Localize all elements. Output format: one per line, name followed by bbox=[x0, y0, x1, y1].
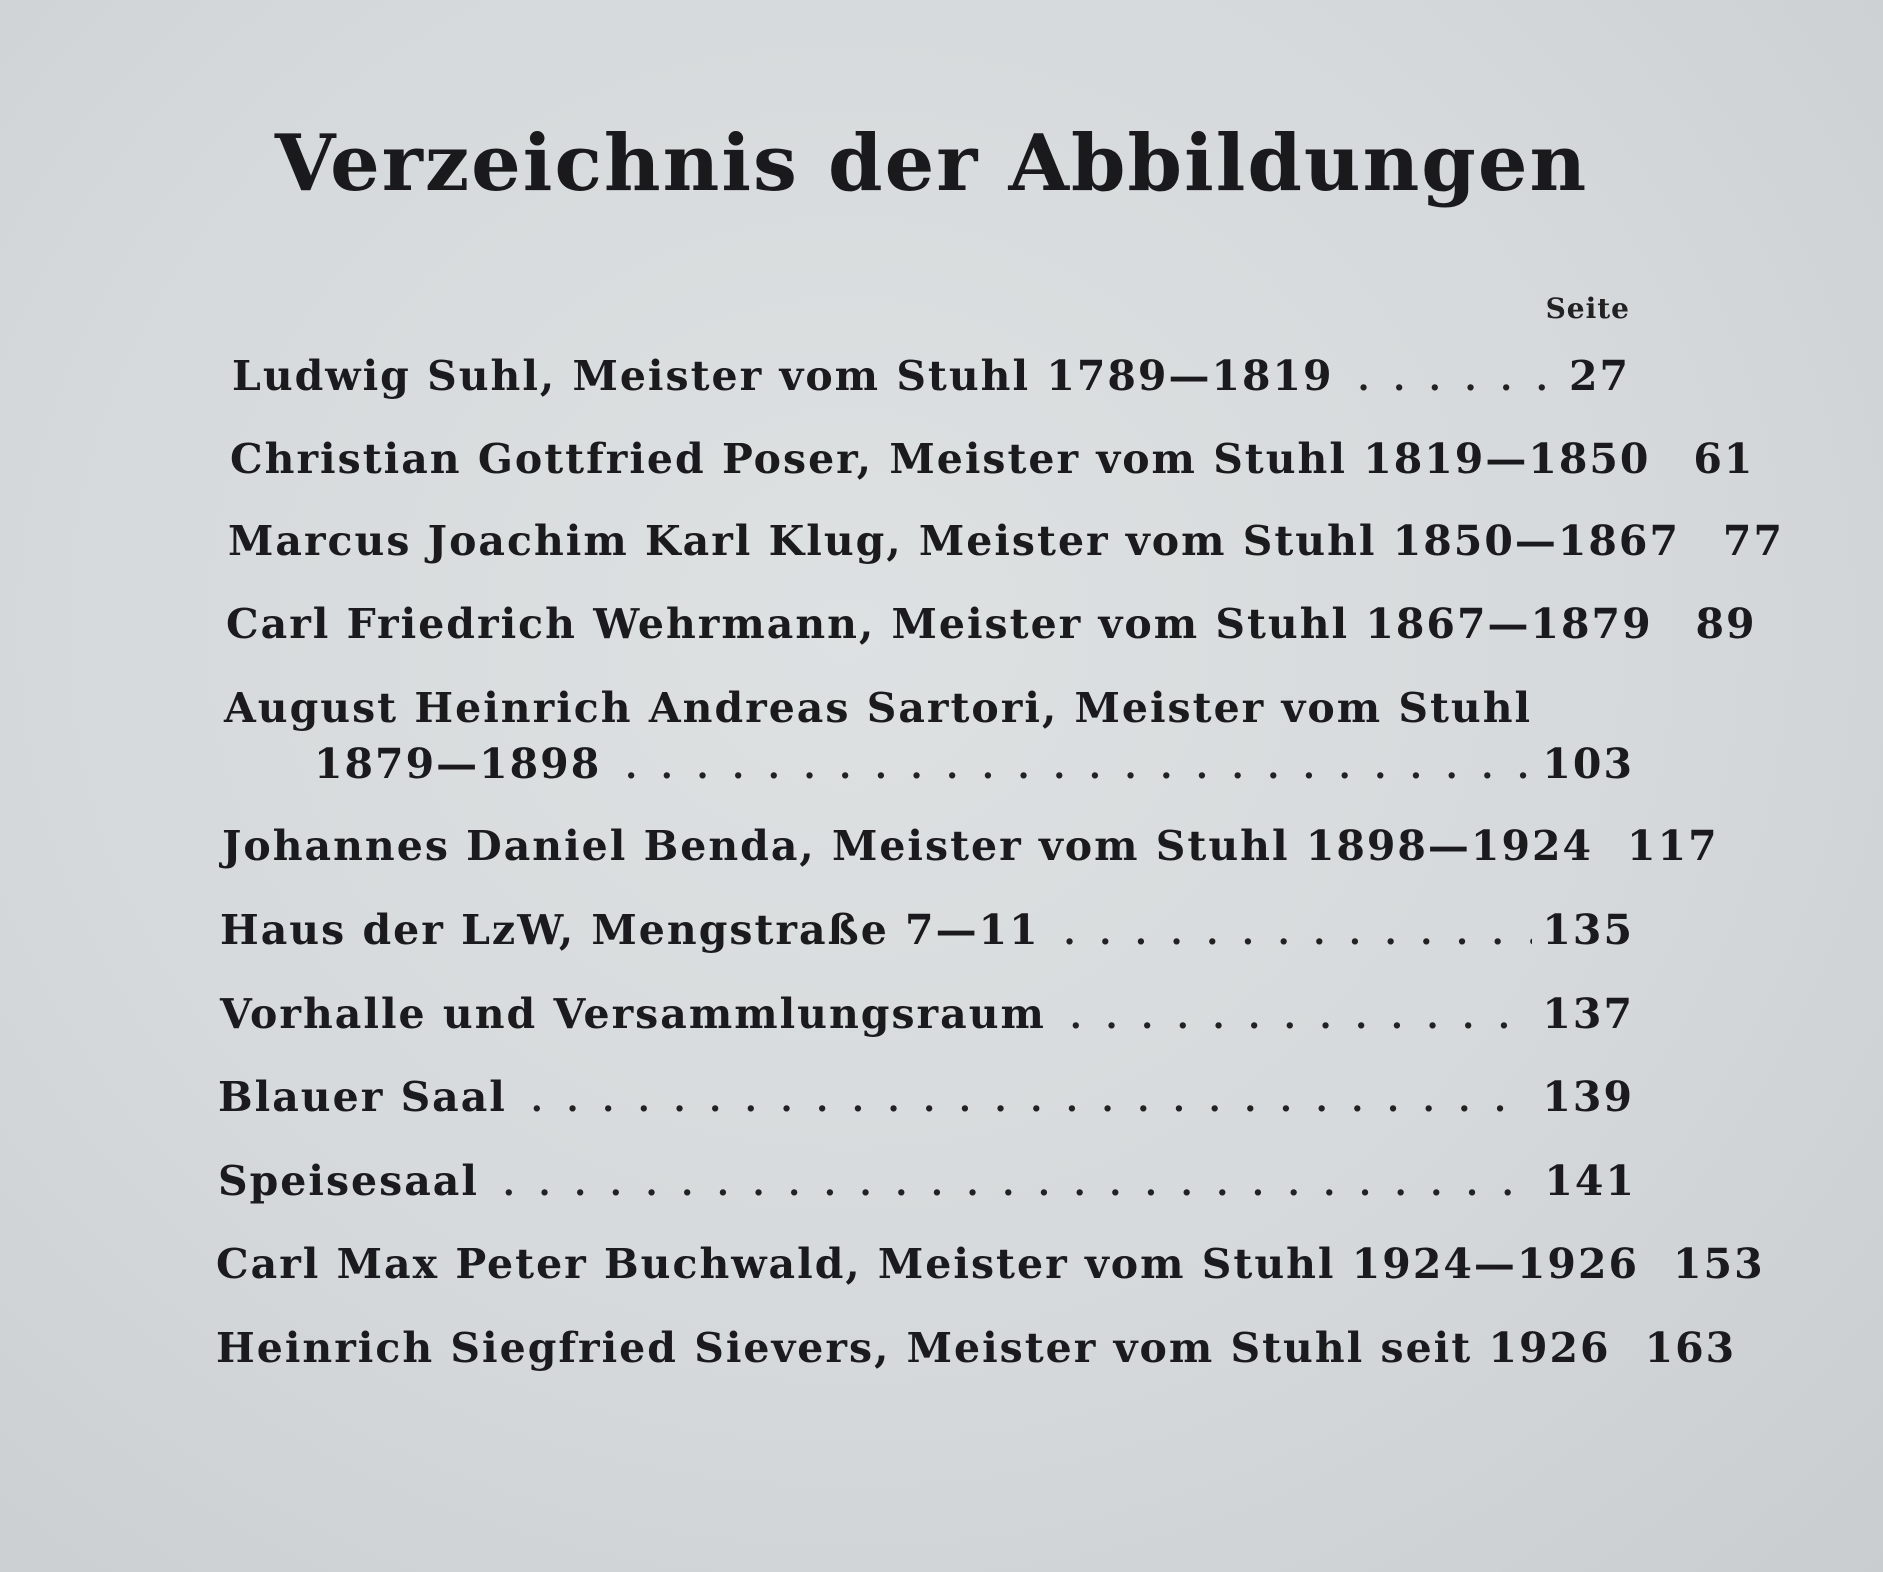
entry-page-number: 141 bbox=[1544, 1157, 1636, 1205]
list-item bbox=[216, 1324, 1737, 1372]
list-item bbox=[218, 1073, 1634, 1121]
entry-label: Marcus Joachim Karl Klug, Meister vom Stuhl 1850—1867 bbox=[228, 517, 1680, 565]
page-title: Verzeichnis der Abbildungen bbox=[274, 118, 1589, 209]
list-item bbox=[216, 1240, 1765, 1288]
list-item bbox=[220, 906, 1634, 954]
leader-dots bbox=[1070, 997, 1533, 1037]
list-item bbox=[220, 990, 1634, 1038]
entry-label: Speisesaal bbox=[218, 1157, 479, 1205]
entry-label: Haus der LzW, Mengstraße 7—11 bbox=[220, 906, 1040, 954]
entry-page-number: 137 bbox=[1542, 990, 1634, 1038]
entry-label: Johannes Daniel Benda, Meister vom Stuhl 1898—1924 bbox=[222, 822, 1594, 870]
leader-dots bbox=[531, 1080, 1533, 1120]
entry-page-number: 27 bbox=[1568, 352, 1630, 400]
entry-label: Carl Friedrich Wehrmann, Meister vom Stuhl 1867—1879 bbox=[226, 600, 1653, 648]
list-item bbox=[232, 352, 1630, 400]
list-item bbox=[230, 435, 1755, 483]
list-item-continuation bbox=[314, 740, 1634, 788]
entry-page-number: 103 bbox=[1542, 740, 1634, 788]
list-item bbox=[228, 517, 1784, 565]
entry-label: Vorhalle und Versammlungsraum bbox=[220, 990, 1046, 1038]
page-column-header: Seite bbox=[1545, 292, 1630, 325]
list-item bbox=[224, 684, 1634, 732]
list-item bbox=[218, 1157, 1636, 1205]
entry-label: Carl Max Peter Buchwald, Meister vom Stuhl 1924—1926 bbox=[216, 1240, 1640, 1288]
entry-page-number: 77 bbox=[1722, 517, 1784, 565]
entry-page-number: 139 bbox=[1542, 1073, 1634, 1121]
entry-label: Ludwig Suhl, Meister vom Stuhl 1789—1819 bbox=[232, 352, 1334, 400]
entry-page-number: 153 bbox=[1673, 1240, 1765, 1288]
entry-label: August Heinrich Andreas Sartori, Meister vom Stuhl bbox=[224, 684, 1533, 732]
entry-page-number: 163 bbox=[1644, 1324, 1737, 1372]
entry-page-number: 135 bbox=[1542, 906, 1634, 954]
entry-label: Blauer Saal bbox=[218, 1073, 507, 1121]
entry-label: Christian Gottfried Poser, Meister vom Stuhl 1819—1850 bbox=[230, 435, 1651, 483]
entry-page-number: 89 bbox=[1695, 600, 1757, 648]
list-item bbox=[222, 822, 1719, 870]
leader-dots bbox=[503, 1164, 1535, 1204]
entry-label-continued: 1879—1898 bbox=[314, 740, 602, 788]
entry-page-number: 117 bbox=[1627, 822, 1719, 870]
entry-label: Heinrich Siegfried Sievers, Meister vom Stuhl seit 1926 bbox=[216, 1324, 1611, 1372]
leader-dots bbox=[625, 747, 1532, 787]
leader-dots bbox=[1358, 359, 1550, 399]
leader-dots bbox=[1064, 913, 1533, 953]
entry-page-number: 61 bbox=[1693, 435, 1755, 483]
list-item bbox=[226, 600, 1757, 648]
